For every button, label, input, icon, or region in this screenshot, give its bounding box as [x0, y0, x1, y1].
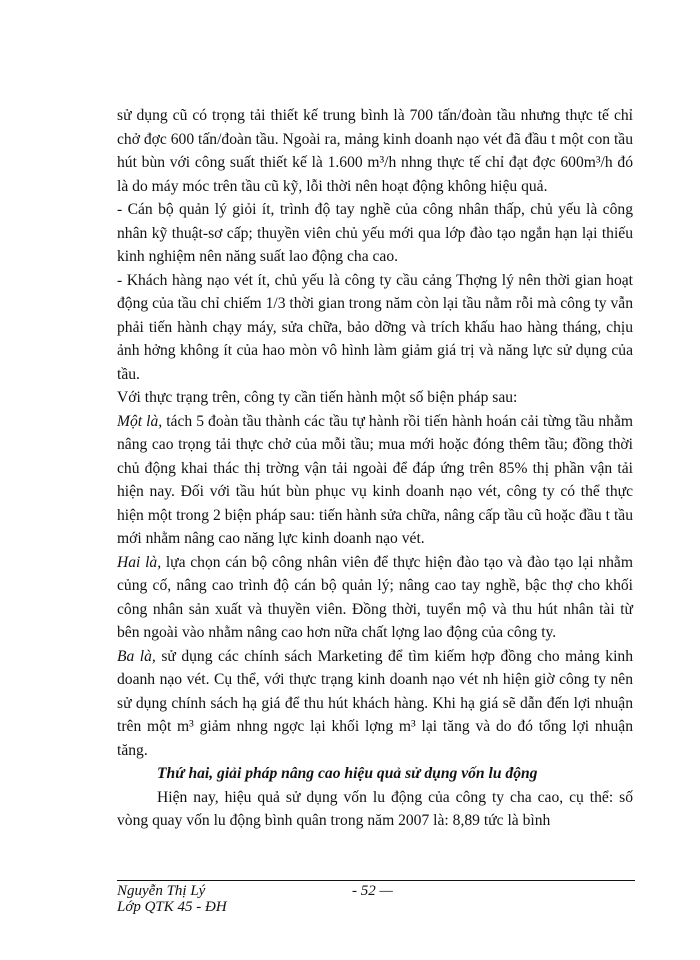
- measure-one-lead: Một là,: [117, 412, 163, 430]
- paragraph-measure-two: Hai là, lựa chọn cán bộ công nhân viên để thực hiện đào tạo và đào tạo lại nhằm củng cố, nâng cao trình độ cán bộ quản lý; nâng cao tay nghề, bậc thợ cho khối công nhân sản xuất và thuyền viên. Đồng thời, tuyển mộ và thu hút nhân tài từ bên ngoài vào nhằm nâng cao hơn nữa chất lợng lao động của công ty.: [117, 553, 633, 641]
- paragraph-customers: - Khách hàng nạo vét ít, chủ yếu là công ty cầu cảng Thợng lý nên thời gian hoạt động của tầu chỉ chiếm 1/3 thời gian trong năm còn lại tầu nằm rỗi mà công ty vẫn phải tiến hành chạy máy, sửa chữa, bảo dỡng và trích khấu hao hàng tháng, chịu ảnh hởng không ít của hao mòn vô hình làm giảm giá trị và năng lực sử dụng của tầu.: [117, 271, 633, 383]
- footer-divider: [117, 880, 635, 881]
- page-number: - 52 —: [352, 883, 393, 899]
- measure-three-lead: Ba là,: [117, 647, 156, 665]
- measure-two-lead: Hai là,: [117, 553, 162, 571]
- footer-class: Lớp QTK 45 - ĐH: [117, 899, 227, 915]
- paragraph-working-capital: Hiện nay, hiệu quả sử dụng vốn lu động của công ty cha cao, cụ thể: số vòng quay vốn lu động bình quân trong năm 2007 là: 8,89 tức là bình: [117, 788, 633, 829]
- footer-author: Nguyễn Thị Lý: [117, 883, 206, 899]
- paragraph-measure-one: Một là, tách 5 đoàn tầu thành các tầu tự hành rồi tiến hành hoán cải từng tầu nhằm nâng cao trọng tải thực chở của mỗi tầu; mua mới hoặc đóng thêm tầu; đồng thời chủ động khai thác thị trờng vận tải ngoài để đáp ứng trên 85% thị phần vận tải hiện nay. Đối với tầu hút bùn phục vụ kinh doanh nạo vét, công ty có thể thực hiện một trong 2 biện pháp sau: tiến hành sửa chữa, nâng cấp tầu cũ hoặc đầu t tầu mới nhằm nâng cao năng lực kinh doanh nạo vét.: [117, 412, 633, 547]
- section-heading: Thứ hai, giải pháp nâng cao hiệu quả sử dụng vốn lu động: [157, 765, 538, 782]
- paragraph-staff: - Cán bộ quản lý giỏi ít, trình độ tay nghề của công nhân thấp, chủ yếu là công nhân kỹ thuật-sơ cấp; thuyền viên chủ yếu mới qua lớp đào tạo ngắn hạn lại thiếu kinh nghiệm nên năng suất lao động cha cao.: [117, 201, 633, 265]
- paragraph-measures-intro: Với thực trạng trên, công ty cần tiến hành một số biện pháp sau:: [117, 389, 518, 406]
- paragraph-equipment: sử dụng cũ có trọng tải thiết kế trung bình là 700 tấn/đoàn tầu nhưng thực tế chỉ chở đợc 600 tấn/đoàn tầu. Ngoài ra, mảng kinh doanh nạo vét đã đầu t một con tầu hút bùn với công suất thiết kế là 1.600 m³/h nhng thực tế chỉ đạt đợc 600m³/h đó là do máy móc trên tầu cũ kỹ, lỗi thời nên hoạt động không hiệu quả.: [117, 107, 633, 195]
- body-text: [117, 104, 633, 833]
- paragraph-measure-three: Ba là, sử dụng các chính sách Marketing để tìm kiếm hợp đồng cho mảng kinh doanh nạo vét. Cụ thể, với thực trạng kinh doanh nạo vét nh hiện giờ công ty nên sử dụng chính sách hạ giá để thu hút khách hàng. Khi hạ giá sẽ dẫn đến lợi nhuận trên một m³ giảm nhng ngợc lại khối lợng m³ lại tăng và do đó tổng lợi nhuận tăng.: [117, 647, 633, 759]
